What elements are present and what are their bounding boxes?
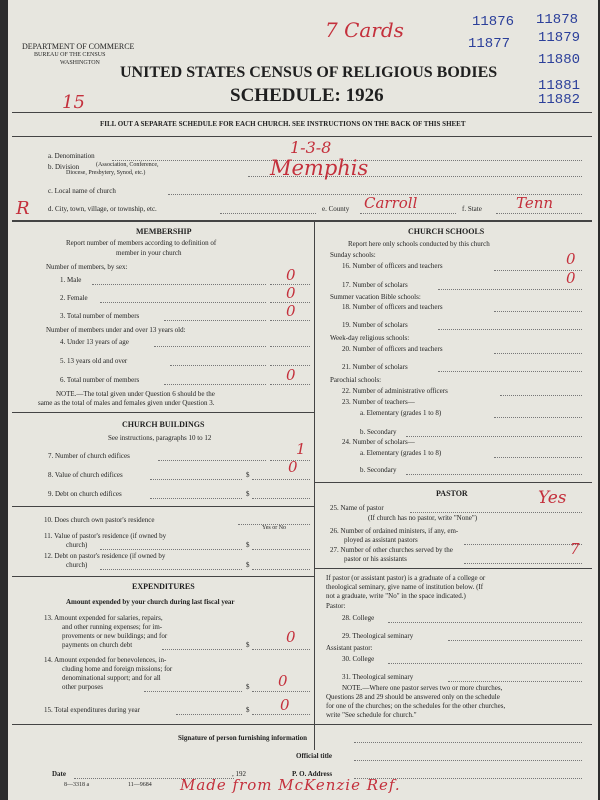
q4-answer-field[interactable] — [270, 346, 310, 347]
q13-value: 0 — [286, 628, 296, 646]
q20-label: 20. Number of officers and teachers — [342, 345, 443, 353]
form-code: 8—3318 a — [64, 782, 90, 788]
q24-label: 24. Number of scholars— — [342, 438, 415, 446]
q11-answer-field[interactable] — [252, 549, 310, 550]
q4-label: 4. Under 13 years of age — [60, 338, 129, 346]
q3-leader — [164, 320, 266, 321]
graduate-instruction: theological seminary, give name of institution below. (If — [326, 583, 484, 591]
instruction-line: FILL OUT A SEPARATE SCHEDULE FOR EACH CHURCH. SEE INSTRUCTIONS ON THE BACK OF THIS SHEET — [100, 120, 466, 128]
membership-note: same as the total of males and females given under Question 3. — [38, 399, 215, 407]
schools-title: CHURCH SCHOOLS — [408, 227, 485, 236]
division-label: b. Division — [48, 163, 80, 171]
expenditures-intro: Amount expended by your church during last fiscal year — [66, 598, 235, 606]
state-label: f. State — [462, 205, 482, 213]
dollar-sign: $ — [246, 561, 250, 569]
q24b-label: b. Secondary — [360, 466, 397, 474]
instruction-rule — [12, 136, 592, 137]
weekday-schools-label: Week-day religious schools: — [330, 334, 410, 342]
pastor-title: PASTOR — [436, 489, 468, 498]
official-title-label: Official title — [296, 752, 332, 760]
stamp-number: 11880 — [538, 52, 581, 68]
stamp-number: 11877 — [468, 36, 511, 52]
q6-value: 0 — [286, 366, 296, 384]
q2-leader — [100, 302, 266, 303]
q17-label: 17. Number of scholars — [342, 281, 408, 289]
state-field[interactable] — [496, 213, 582, 214]
dollar-sign: $ — [246, 683, 250, 691]
q23a-answer-field[interactable] — [494, 417, 582, 418]
q26-answer-field[interactable] — [464, 544, 582, 545]
q23a-label: a. Elementary (grades 1 to 8) — [360, 409, 442, 417]
q29-label: 29. Theological seminary — [342, 632, 414, 640]
graduate-instruction: not a graduate, write "No" in the space indicated.) — [326, 592, 466, 600]
q14-label: other purposes — [62, 683, 104, 691]
stamp-number: 11882 — [538, 92, 581, 108]
q3-label: 3. Total number of members — [60, 312, 140, 320]
q15-value: 0 — [280, 696, 290, 714]
buildings-intro: See instructions, paragraphs 10 to 12 — [108, 434, 212, 442]
q23b-label: b. Secondary — [360, 428, 397, 436]
q14-leader — [144, 691, 242, 692]
q15-label: 15. Total expenditures during year — [44, 706, 140, 714]
stamp-number: 11881 — [538, 78, 581, 94]
q14-answer-field[interactable] — [252, 691, 310, 692]
city-label: WASHINGTON — [60, 60, 100, 66]
q24a-label: a. Elementary (grades 1 to 8) — [360, 449, 442, 457]
q15-leader — [176, 714, 242, 715]
q17-answer-field[interactable] — [438, 289, 582, 290]
schools-intro: Report here only schools conducted by this church — [348, 240, 490, 248]
q1-leader — [92, 284, 266, 285]
members-by-sex-label: Number of members, by sex: — [46, 263, 128, 271]
q11-label: church) — [66, 541, 88, 549]
left-margin-mark: R — [16, 198, 30, 219]
q24a-answer-field[interactable] — [494, 457, 582, 458]
q13-label: payments on church debt — [62, 641, 133, 649]
membership-intro: Report number of members according to definition of — [66, 239, 217, 247]
graduate-instruction: If pastor (or assistant pastor) is a graduate of a college or — [326, 574, 486, 582]
sunday-schools-label: Sunday schools: — [330, 251, 376, 259]
q9-answer-field[interactable] — [252, 498, 310, 499]
q23b-answer-field[interactable] — [406, 436, 582, 437]
q22-answer-field[interactable] — [500, 395, 582, 396]
q13-leader — [162, 649, 242, 650]
q25-hint: (If church has no pastor, write "None") — [368, 514, 478, 522]
q27-label: pastor or his assistants — [344, 555, 407, 563]
local-name-label: c. Local name of church — [48, 187, 116, 195]
q17-value: 0 — [566, 269, 576, 287]
q18-answer-field[interactable] — [494, 311, 582, 312]
column-divider — [314, 222, 315, 750]
q14-label: 14. Amount expended for benevolences, in- — [44, 656, 167, 664]
q21-label: 21. Number of scholars — [342, 363, 408, 371]
q10-label: 10. Does church own pastor's residence — [44, 516, 155, 524]
q26-label: ployed as assistant pastors — [344, 536, 418, 544]
membership-title: MEMBERSHIP — [136, 227, 192, 236]
buildings-title: CHURCH BUILDINGS — [122, 420, 205, 429]
q1-value: 0 — [286, 266, 296, 284]
q30-label: 30. College — [342, 655, 375, 663]
cards-annotation: 7 Cards — [325, 18, 404, 42]
parochial-schools-label: Parochial schools: — [330, 376, 382, 384]
q25-answer-field[interactable] — [410, 512, 582, 513]
q13-label: 13. Amount expended for salaries, repairs, — [44, 614, 163, 622]
section-rule — [12, 724, 592, 725]
q8-leader — [150, 479, 242, 480]
division-hint: (Association, Conference, — [96, 162, 159, 168]
denomination-label: a. Denomination — [48, 152, 95, 160]
pastor-note: for one of the churches; on the schedules for the other churches, — [326, 702, 506, 710]
q3-answer-field[interactable] — [270, 320, 310, 321]
po-address-label: P. O. Address — [292, 770, 333, 778]
pastor-note: NOTE.—Where one pastor serves two or more churches, — [342, 684, 503, 692]
q4-leader — [154, 346, 266, 347]
q23-label: 23. Number of teachers— — [342, 398, 415, 406]
pastor-note: Questions 28 and 29 should be answered only on the schedule — [326, 693, 500, 701]
section-rule — [12, 220, 592, 222]
form-title: UNITED STATES CENSUS OF RELIGIOUS BODIES — [120, 64, 498, 81]
pastor-subheading: Pastor: — [326, 602, 346, 610]
q7-value: 1 — [296, 440, 306, 458]
q19-label: 19. Number of scholars — [342, 321, 408, 329]
section-rule — [12, 412, 314, 413]
q27-label: 27. Number of other churches served by the — [330, 546, 453, 554]
q25-value: Yes — [538, 488, 567, 508]
section-rule — [314, 482, 592, 483]
header-rule — [12, 112, 592, 113]
print-code: 11—9684 — [128, 782, 152, 788]
q2-value: 0 — [286, 284, 296, 302]
dollar-sign: $ — [246, 471, 250, 479]
q24b-answer-field[interactable] — [406, 474, 582, 475]
q19-answer-field[interactable] — [438, 329, 582, 330]
department-label: DEPARTMENT OF COMMERCE — [22, 42, 135, 51]
summer-schools-label: Summer vacation Bible schools: — [330, 293, 421, 301]
q2-label: 2. Female — [60, 294, 88, 302]
q7-label: 7. Number of church edifices — [48, 452, 130, 460]
q25-label: 25. Name of pastor — [330, 504, 384, 512]
dollar-sign: $ — [246, 541, 250, 549]
q11-label: 11. Value of pastor's residence (if owned by — [44, 532, 167, 540]
q5-leader — [170, 365, 266, 366]
q8-answer-field[interactable] — [252, 479, 310, 480]
q22-label: 22. Number of administrative officers — [342, 387, 448, 395]
official-title-field[interactable] — [354, 760, 582, 761]
q12-label: church) — [66, 561, 88, 569]
q10-hint: Yes or No — [262, 525, 287, 531]
signature-field[interactable] — [354, 742, 582, 743]
year-label: , 192 — [232, 770, 246, 778]
q30-answer-field[interactable] — [388, 663, 582, 664]
bureau-label: BUREAU OF THE CENSUS — [34, 52, 106, 58]
q27-answer-field[interactable] — [464, 563, 582, 564]
q13-answer-field[interactable] — [252, 649, 310, 650]
q6-label: 6. Total number of members — [60, 376, 140, 384]
division-hint: Diocese, Presbytery, Synod, etc.) — [66, 170, 146, 176]
q7-leader — [158, 460, 266, 461]
q31-label: 31. Theological seminary — [342, 673, 414, 681]
signature-label: Signature of person furnishing information — [178, 734, 307, 742]
dollar-sign: $ — [246, 706, 250, 714]
stamp-number: 11879 — [538, 30, 581, 46]
division-value: Memphis — [270, 156, 369, 180]
pastor-note: write "See schedule for church." — [326, 711, 417, 719]
state-value: Tenn — [516, 194, 554, 212]
members-by-age-label: Number of members under and over 13 years old: — [46, 326, 186, 334]
q8-value: 0 — [288, 458, 298, 476]
side-number-annotation: 15 — [62, 92, 85, 113]
q27-value: 7 — [570, 540, 580, 558]
q6-answer-field[interactable] — [270, 384, 310, 385]
q28-answer-field[interactable] — [388, 622, 582, 623]
membership-note: NOTE.—The total given under Question 6 should be the — [56, 390, 215, 398]
county-label: e. County — [322, 205, 350, 213]
q11-leader — [100, 549, 242, 550]
section-rule — [12, 506, 314, 507]
q3-value: 0 — [286, 302, 296, 320]
q20-answer-field[interactable] — [494, 353, 582, 354]
dollar-sign: $ — [246, 490, 250, 498]
denomination-value: 1-3-8 — [290, 138, 332, 157]
q21-answer-field[interactable] — [438, 371, 582, 372]
q12-answer-field[interactable] — [252, 569, 310, 570]
q9-label: 9. Debt on church edifices — [48, 490, 122, 498]
q15-answer-field[interactable] — [252, 714, 310, 715]
city-field-label: d. City, town, village, or township, etc. — [48, 205, 157, 213]
section-rule — [314, 568, 592, 569]
county-field[interactable] — [360, 213, 456, 214]
q9-leader — [150, 498, 242, 499]
q14-label: cluding home and foreign missions; for — [62, 665, 173, 673]
q6-leader — [164, 384, 266, 385]
q26-label: 26. Number of ordained ministers, if any, em- — [330, 527, 459, 535]
q16-value: 0 — [566, 250, 576, 268]
q31-answer-field[interactable] — [448, 681, 582, 682]
stamp-number: 11878 — [536, 12, 579, 28]
q8-label: 8. Value of church edifices — [48, 471, 123, 479]
stamp-number: 11876 — [472, 14, 515, 30]
date-label: Date — [52, 770, 66, 778]
expenditures-title: EXPENDITURES — [132, 582, 195, 591]
q13-label: and other running expenses; for im- — [62, 623, 163, 631]
bottom-note: Made from McKenzie Ref. — [180, 776, 401, 794]
q29-answer-field[interactable] — [448, 640, 582, 641]
membership-intro: member in your church — [116, 249, 182, 257]
schedule-title: SCHEDULE: 1926 — [230, 85, 384, 106]
dollar-sign: $ — [246, 641, 250, 649]
census-schedule-form — [8, 0, 598, 800]
q12-label: 12. Debt on pastor's residence (if owned by — [44, 552, 166, 560]
county-value: Carroll — [364, 194, 418, 212]
q18-label: 18. Number of officers and teachers — [342, 303, 443, 311]
assistant-subheading: Assistant pastor: — [326, 644, 373, 652]
q12-leader — [100, 569, 242, 570]
q1-label: 1. Male — [60, 276, 82, 284]
q13-label: provements or new buildings; and for — [62, 632, 168, 640]
q16-label: 16. Number of officers and teachers — [342, 262, 443, 270]
city-field[interactable] — [220, 213, 316, 214]
q5-label: 5. 13 years old and over — [60, 357, 128, 365]
q14-label: denominational support; and for all — [62, 674, 161, 682]
q14-value: 0 — [278, 672, 288, 690]
q28-label: 28. College — [342, 614, 375, 622]
section-rule — [12, 576, 314, 577]
